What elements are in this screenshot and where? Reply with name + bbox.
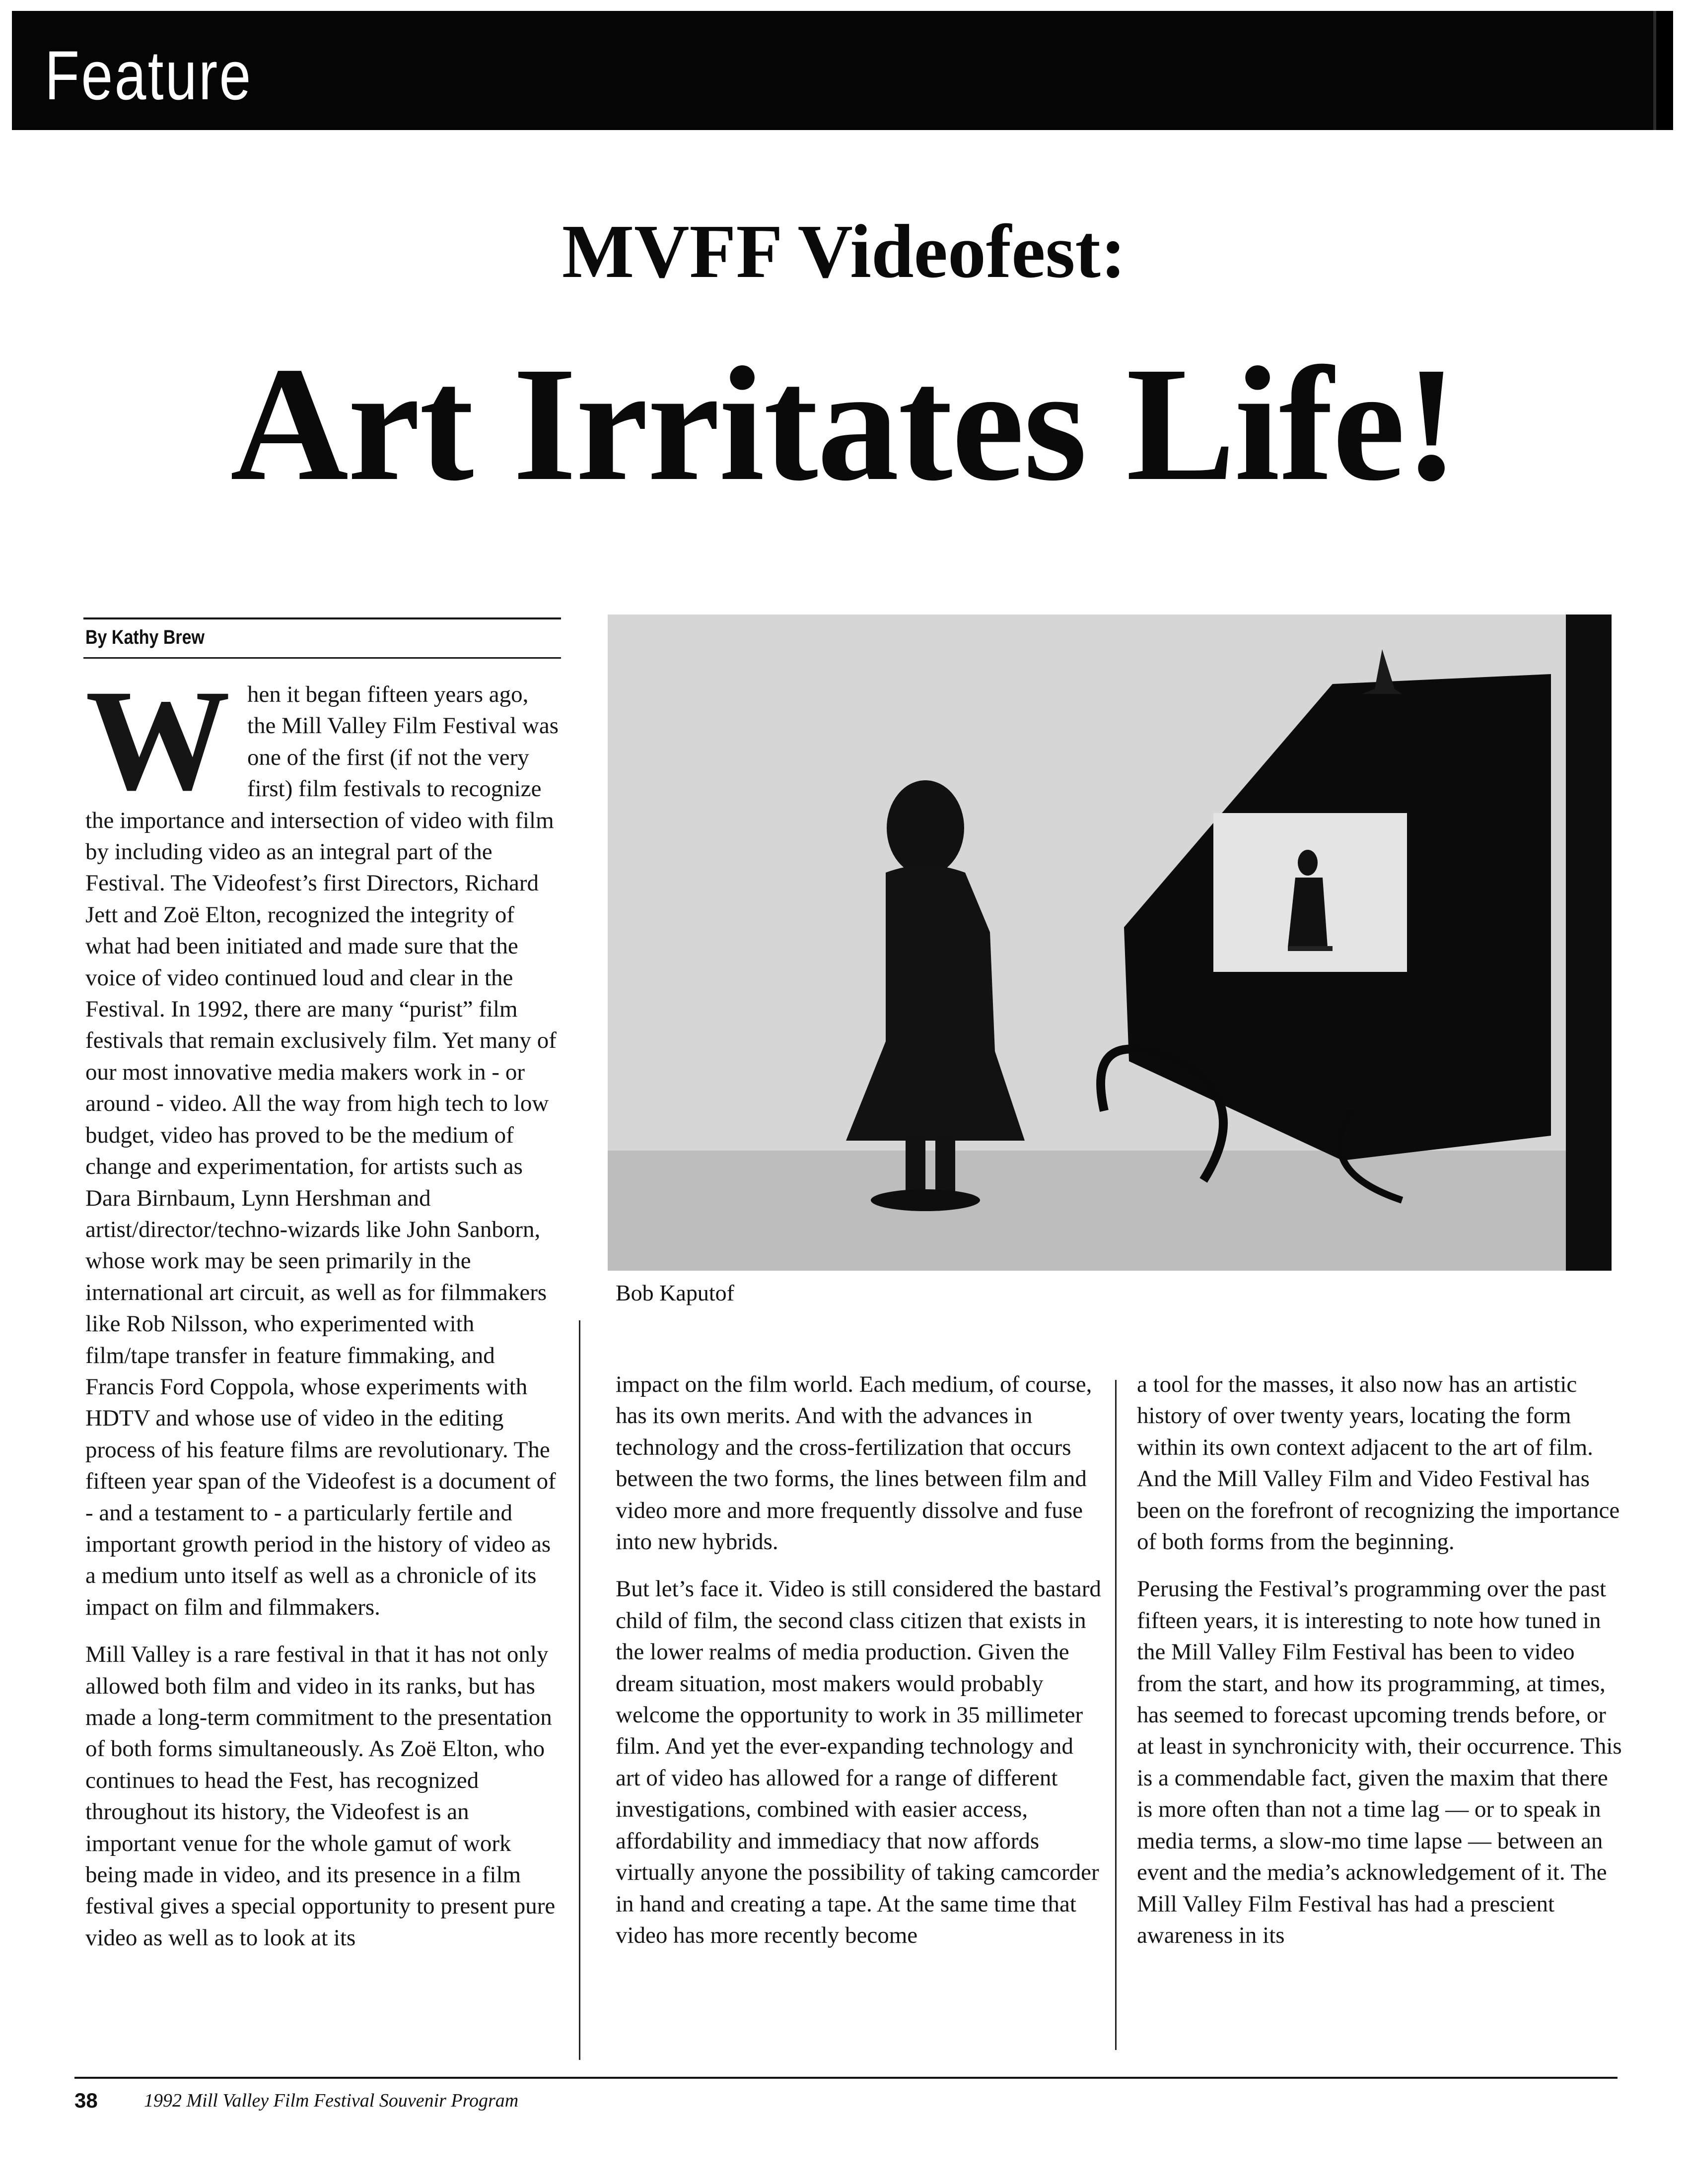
headline-title: Art Irritates Life!: [230, 334, 1458, 515]
article-paragraph: [1137, 1369, 1623, 1558]
headline-kicker: MVFF Videofest:: [562, 209, 1126, 294]
photo-caption: Bob Kaputof: [616, 1280, 734, 1305]
byline-rule-bottom: [83, 657, 561, 659]
paragraph-text: hen it began fifteen years ago, the Mill Valley Film Festival was one of the first (if not the very first) film festivals to recognize the importance and intersection of video with film by including video as an integral part of the Festival. The Videofest’s first Directors, Richard Jett and Zoë Elton, recognized the integrity of what had been initiated and made sure that the voice of video continued loud and clear in the Festival. In 1992, there are many “purist” film festivals that remain exclusively film. Yet many of our most innovative media makers work in - or around - video. All the way from high tech to low budget, video has proved to be the medium of change and experimentation, for artists such as Dara Birnbaum, Lynn Hershman and artist/director/techno-wizards like John Sanborn, whose work may be seen primarily in the international art circuit, as well as for filmmakers like Rob Nilsson, who experimented with film/tape transfer in feature fimmaking, and Francis Ford Coppola, whose experiments with HDTV and whose use of video in the editing process of his feature films are revolutionary. The fifteen year span of the Videofest is a document of - and a testament to - a particularly fertile and important growth period in the history of video as a medium unto itself as well as a chronicle of its impact on film and filmmakers.: [85, 682, 559, 1620]
article-paragraph: Perusing the Festival’s programming over the past fifteen years, it is interesting to note how tuned in the Mill Valley Film Festival has been to video from the start, and how its programming, at times, has seemed to forecast upcoming trends before, or at least in synchronicity with, their occurrence. This is a commendable fact, given the maxim that there is more often than not a time lag — or to speak in media terms, a slow-mo time lapse — between an event and the media’s acknowledgement of it. The Mill Valley Film Festival has had a prescient awareness in its: [1137, 1576, 1622, 1948]
byline: By Kathy Brew: [85, 626, 205, 648]
section-banner: [12, 11, 1673, 130]
column-divider: [579, 1320, 580, 2060]
page-number: 38: [74, 2089, 98, 2112]
paragraph-text: a tool for the masses, it also now has an artistic history of over twenty years, locating the form within its own context adjacent to the art of film. And the Mill Valley Film and Video Festival has been on the forefront of recognizing the importance of both forms from the beginning.: [1137, 1371, 1620, 1555]
banner-edge: [1653, 11, 1673, 130]
article-paragraph: [85, 660, 560, 1623]
article-paragraph: Mill Valley is a rare festival in that it has not only allowed both film and video in its ranks, but has made a long-term commitment to the presentation of both forms simultaneously. As Zoë Elton, who continues to head the Fest, has recognized throughout its history, the Videofest is an important venue for the whole gamut of work being made in video, and its presence in a film festival gives a special opportunity to present pure video as well as to look at its: [85, 1641, 556, 1951]
article-column-left: [85, 660, 560, 1970]
byline-rule-top: [83, 617, 561, 619]
drop-cap: W: [85, 660, 230, 820]
article-paragraph: impact on the film world. Each medium, of course, has its own merits. And with the advances in technology and the cross-fertilization that occurs between the two forms, the lines between film and video more and more frequently dissolve and fuse into new hybrids.: [616, 1371, 1092, 1555]
article-paragraph: But let’s face it. Video is still considered the bastard child of film, the second class citizen that exists in the lower realms of media production. Given the dream situation, most makers would probably welcome the opportunity to work in 35 millimeter film. And yet the ever-expanding technology and art of video has allowed for a range of different investigations, combined with easier access, affordability and immediacy that now affords virtually anyone the possibility of taking camcorder in hand and creating a tape. At the same time that video has more recently become: [616, 1576, 1101, 1948]
article-column-middle: [616, 1369, 1102, 1967]
footer-rule: [74, 2077, 1618, 2079]
article-photo: [608, 614, 1612, 1271]
publication-name: 1992 Mill Valley Film Festival Souvenir Program: [144, 2090, 519, 2111]
section-label: Feature: [45, 36, 253, 114]
column-divider: [1115, 1380, 1117, 2050]
photo-illustration: [608, 614, 1612, 1271]
article-column-right: [1137, 1369, 1623, 1967]
